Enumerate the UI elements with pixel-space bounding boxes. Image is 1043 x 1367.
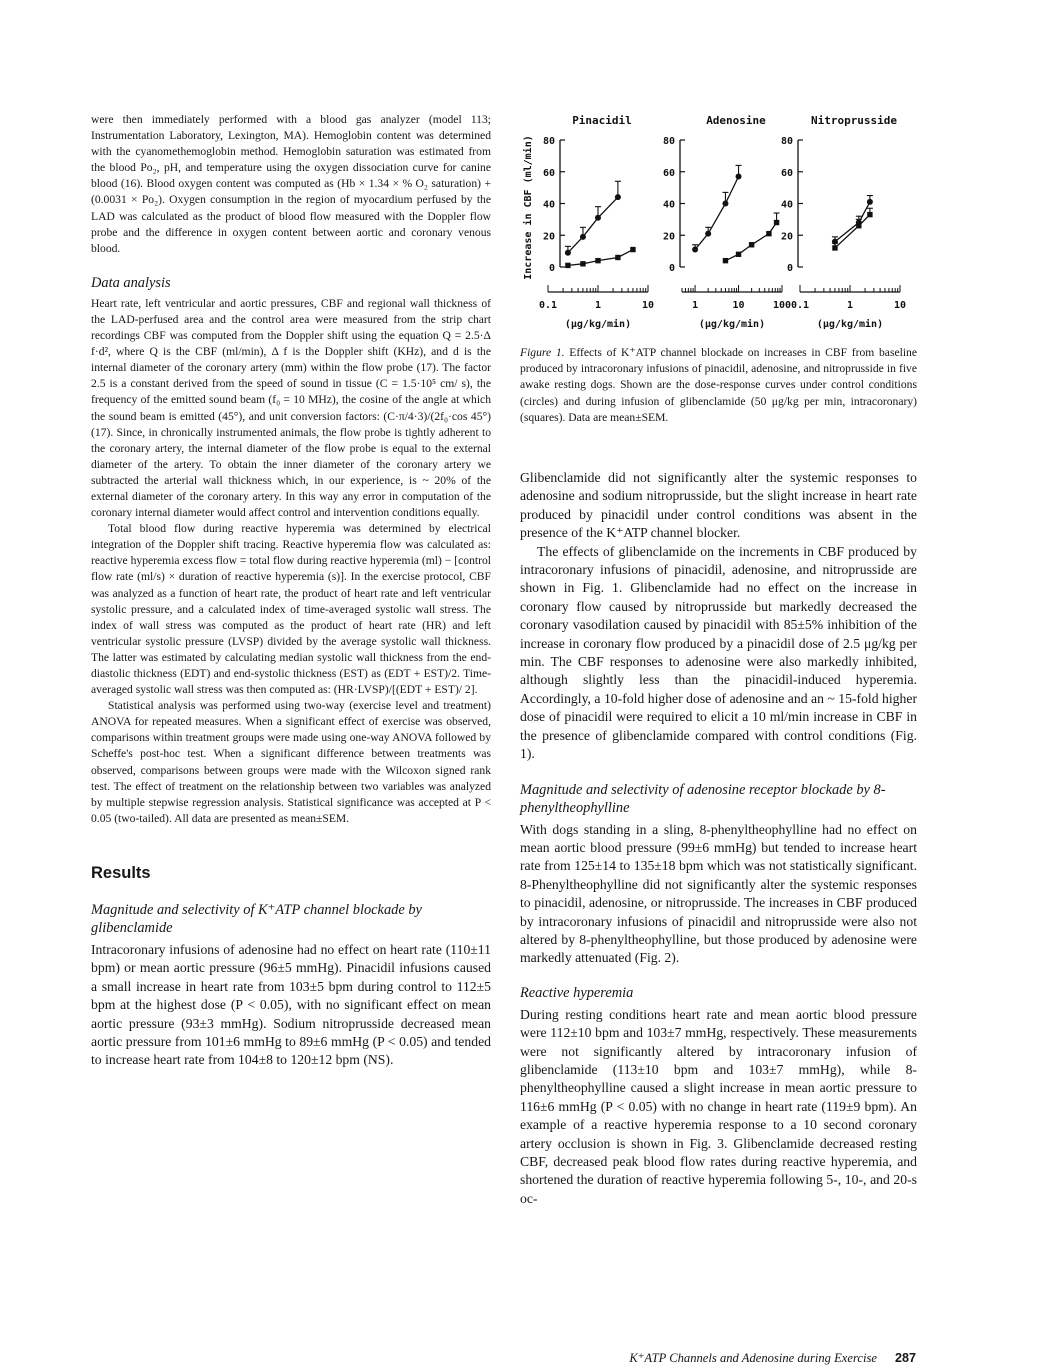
y-tick-label: 40 — [780, 199, 793, 211]
data-analysis-paragraph-1: Heart rate, left ventricular and aortic pressures, CBF and regional wall thickness of the LAD-perfused area and the control area were measured from the strip chart recordings CBF was computed from the Doppler shift using the equation Q = 2.5·Δ f·d², where Q is the CBF (ml/min), Δ f is the Doppler shift (KHz), and d is the internal diameter of the coronary artery (mm) within the flow probe (17). The factor 2.5 is a constant derived from the speed of sound in tissue (C = 1.5·10⁵ cm/ s), the frequency of the emitted sound beam (f₀ = 10 MHz), the cosine of the angle at which the sound beam is emitted (45°), and unit conversion factors: (C·π/4·3)/(2f₀·cos 45°) (17). Since, in chronically instrumented animals, the flow probe is tightly adherent to the coronary artery, the internal diameter of the flow probe is equal to the external diameter of the artery. To obtain the inner diameter of the coronary artery we subtracted the arterial wall thickness which, in our experience, is ~ 20% of the external diameter of the coronary artery. In this way any error in computation of the coronary internal diameter would affect control and intervention conditions equally. — [91, 296, 491, 520]
page-number: 287 — [894, 1351, 916, 1365]
x-tick-label: 100 — [772, 300, 792, 311]
data-analysis-paragraph-3: Statistical analysis was performed using two-way (exercise level and treatment) ANOVA for repeated measures. When a significant effect of exercise was observed, comparisons within treatment groups were made using one-way ANOVA followed by Scheffe's post-hoc test. When a significant difference between treatments was observed, comparisons between groups were made with the Wilcoxon signed rank test. The effect of treatment on the relationship between two variables was analyzed by multiple stepwise regression analysis. Statistical significance was accepted at P < 0.05 (two-tailed). All data are presented as mean±SEM. — [91, 699, 491, 825]
y-tick-label: 20 — [780, 231, 793, 243]
x-tick-label: 10 — [732, 300, 745, 311]
left-column — [91, 112, 491, 1070]
data-point-circle — [615, 194, 621, 200]
y-tick-label: 40 — [662, 199, 675, 211]
x-tick-label: 0.1 — [790, 300, 810, 311]
data-point-square — [867, 212, 872, 217]
data-point-square — [774, 220, 779, 225]
running-title: K⁺ATP Channels and Adenosine during Exercise — [629, 1351, 877, 1365]
figure-1-chart — [520, 112, 917, 337]
data-point-square — [723, 258, 728, 263]
data-point-square — [595, 258, 600, 263]
y-tick-label: 80 — [542, 136, 555, 147]
series-line — [568, 197, 618, 253]
figure-caption — [520, 345, 917, 426]
intro-paragraph: were then immediately performed with a blood gas analyzer (model 113; Instrumentation Laboratory, Lexington, MA). Hemoglobin content was determined with the cyanomethemoglobin method. Hemoglobin saturation was estimated from the blood Po₂, pH, and temperature using the oxygen dissociation curve for canine blood (16). Blood oxygen content was computed as (Hb × 1.34 × % O₂ saturation) + (0.0031 × Po₂). Oxygen consumption in the region of myocardium perfused by the LAD was calculated as the product of blood flow measured with the Doppler flow probe and the difference in oxygen content between aortic and coronary venous blood. — [91, 113, 491, 255]
x-tick-label: 1 — [846, 300, 854, 311]
data-analysis-paragraph-2: Total blood flow during reactive hyperemia was determined by electrical integration of the Doppler shift tracing. Reactive hyperemia flow was calculated as: reactive hyperemia excess flow = total flow during reactive hyperemia (ml) − [control flow rate (ml/s) × duration of reactive hyperemia (s)]. In the exercise protocol, CBF was analyzed as a function of heart rate, the product of heart rate and left ventricular systolic pressure, and a calculated index of time-averaged systolic wall stress. The index of wall stress was computed as the product of heart rate (HR) and left ventricular systolic pressure (LVSP) divided by the average systolic wall thickness. The latter was estimated by calculating median systolic wall thickness from the end-diastolic thickness (EDT) and end-systolic thickness (EST) as (EDT + EST)/2. Time-averaged systolic wall stress was then computed as: (HR·LVSP)/[(EDT + EST)/ 2]. — [91, 522, 491, 697]
panel-title: Adenosine — [706, 114, 766, 127]
data-point-square — [580, 261, 585, 266]
y-tick-label: 0 — [786, 263, 793, 274]
y-tick-label: 80 — [662, 136, 675, 147]
right-column — [520, 112, 917, 1208]
series-line — [835, 215, 870, 248]
panel-title: Pinacidil — [572, 114, 632, 127]
data-point-square — [856, 223, 861, 228]
x-tick-label: 10 — [893, 300, 907, 311]
series-line — [695, 177, 738, 250]
y-axis-label: Increase in CBF (ml/min) — [523, 135, 534, 280]
panel-title: Nitroprusside — [810, 114, 898, 127]
y-tick-label: 40 — [542, 199, 555, 211]
y-tick-label: 80 — [780, 136, 793, 147]
y-tick-label: 60 — [662, 167, 675, 179]
x-tick-label: 1 — [692, 300, 699, 311]
data-point-square — [630, 247, 635, 252]
data-point-circle — [705, 231, 711, 237]
data-point-square — [832, 245, 837, 250]
data-point-square — [615, 255, 620, 260]
x-tick-label: 0.1 — [538, 300, 558, 311]
y-tick-label: 0 — [668, 263, 675, 274]
data-point-square — [736, 252, 741, 257]
x-axis-label: (μg/kg/min) — [698, 319, 766, 330]
data-point-square — [766, 231, 771, 236]
x-axis-label: (μg/kg/min) — [816, 319, 884, 330]
data-analysis-heading: Data analysis — [91, 274, 171, 291]
data-point-square — [749, 242, 754, 247]
x-tick-label: 10 — [641, 300, 655, 311]
results-heading: Results — [91, 863, 151, 882]
data-point-circle — [722, 201, 728, 207]
results-subheading: Magnitude and selectivity of K⁺ATP channel blockade by glibenclamide — [91, 901, 422, 936]
y-tick-label: 60 — [780, 167, 793, 179]
results-paragraph-1: Intracoronary infusions of adenosine had no effect on heart rate (110±11 bpm) or mean aortic pressure (96±5 mmHg). Pinacidil infusions caused a small increase in heart rate from 103±5 bpm during control to 112±5 bpm at the highest dose (P < 0.05), with no significant effect on mean aortic pressure (93±3 mmHg). Sodium nitroprusside decreased mean aortic pressure from 101±6 mmHg to 89±6 mmHg (P < 0.05) and tended to increase heart rate from 104±8 to 120±12 bpm (NS). — [91, 941, 491, 1068]
data-point-circle — [595, 215, 601, 221]
series-line — [725, 223, 776, 261]
y-tick-label: 20 — [662, 231, 675, 243]
figure-caption-label: Figure 1. — [520, 346, 565, 359]
series-line — [835, 202, 870, 242]
phenyltheophylline-subheading: Magnitude and selectivity of adenosine receptor blockade by 8-phenyltheophylline — [520, 781, 886, 816]
y-tick-label: 60 — [542, 167, 555, 179]
x-tick-label: 1 — [594, 300, 602, 311]
x-axis-label: (μg/kg/min) — [564, 319, 632, 330]
reactive-hyperemia-subheading: Reactive hyperemia — [520, 984, 634, 1001]
data-point-circle — [736, 174, 742, 180]
y-tick-label: 20 — [542, 231, 555, 243]
right-paragraph-3: With dogs standing in a sling, 8-phenyltheophylline had no effect on mean aortic blood pressure (99±6 mmHg) but tended to increase heart rate from 125±14 to 135±18 bpm which was not statistically significant. 8-Phenyltheophylline did not significantly alter the systemic responses to pinacidil, adenosine, or nitroprusside. The increases in CBF produced by intracoronary infusions of pinacidil and nitroprusside were also not altered by 8-phenyltheophylline, but those produced by adenosine were markedly attenuated (Fig. 2). — [520, 821, 917, 966]
data-point-square — [565, 263, 570, 268]
right-paragraph-1: Glibenclamide did not significantly alter the systemic responses to adenosine and sodium nitroprusside, but the slight increase in heart rate produced by pinacidil under control conditions was absent in the presence of the K⁺ATP channel blocker. — [520, 470, 917, 541]
figure-caption-text: Effects of K⁺ATP channel blockade on increases in CBF from baseline produced by intracoronary infusions of pinacidil, adenosine, and nitroprusside in five awake resting dogs. Shown are the dose-response curves under control conditions (circles) and during infusion of glibenclamide (50 μg/kg per min, intracoronary) (squares). Data are mean±SEM. — [520, 346, 917, 424]
data-point-circle — [692, 247, 698, 253]
right-paragraph-2: The effects of glibenclamide on the increments in CBF produced by intracoronary infusions of pinacidil, adenosine, and nitroprusside are shown in Fig. 1. Glibenclamide had no effect on the increase in coronary flow caused by nitroprusside but markedly decreased the coronary vasodilation caused by pinacidil with 85±5% inhibition of the increase in coronary flow produced by a pinacidil dose of 2.5 μg/kg per min. The CBF responses to adenosine were also markedly inhibited, although slightly less than the pinacidil-induced hyperemia. Accordingly, a 10-fold higher dose of adenosine and an ~ 15-fold higher dose of pinacidil were required to elicit a 10 ml/min increase in CBF in the presence of glibenclamide compared with control conditions (Fig. 1). — [520, 543, 917, 762]
data-point-circle — [867, 199, 873, 205]
data-point-circle — [580, 234, 586, 240]
page-footer — [629, 1350, 916, 1366]
right-paragraph-4: During resting conditions heart rate and mean aortic blood pressure were 112±10 bpm and 103±7 mmHg, respectively. These measurements were not significantly altered by intracoronary infusion of glibenclamide (113±10 bpm and 103±7 mmHg), while 8-phenyltheophylline caused a slight increase in mean aortic pressure to 116±6 mmHg (P < 0.05) with no change in heart rate (119±9 bpm). An example of a reactive hyperemia response to a 10 second coronary artery occlusion is shown in Fig. 3. Glibenclamide decreased resting CBF, decreased peak blood flow rates during reactive hyperemia, and shortened the duration of reactive hyperemia following 5-, 10-, and 20-s oc- — [520, 1006, 917, 1206]
data-point-circle — [565, 250, 571, 256]
y-tick-label: 0 — [548, 263, 555, 274]
